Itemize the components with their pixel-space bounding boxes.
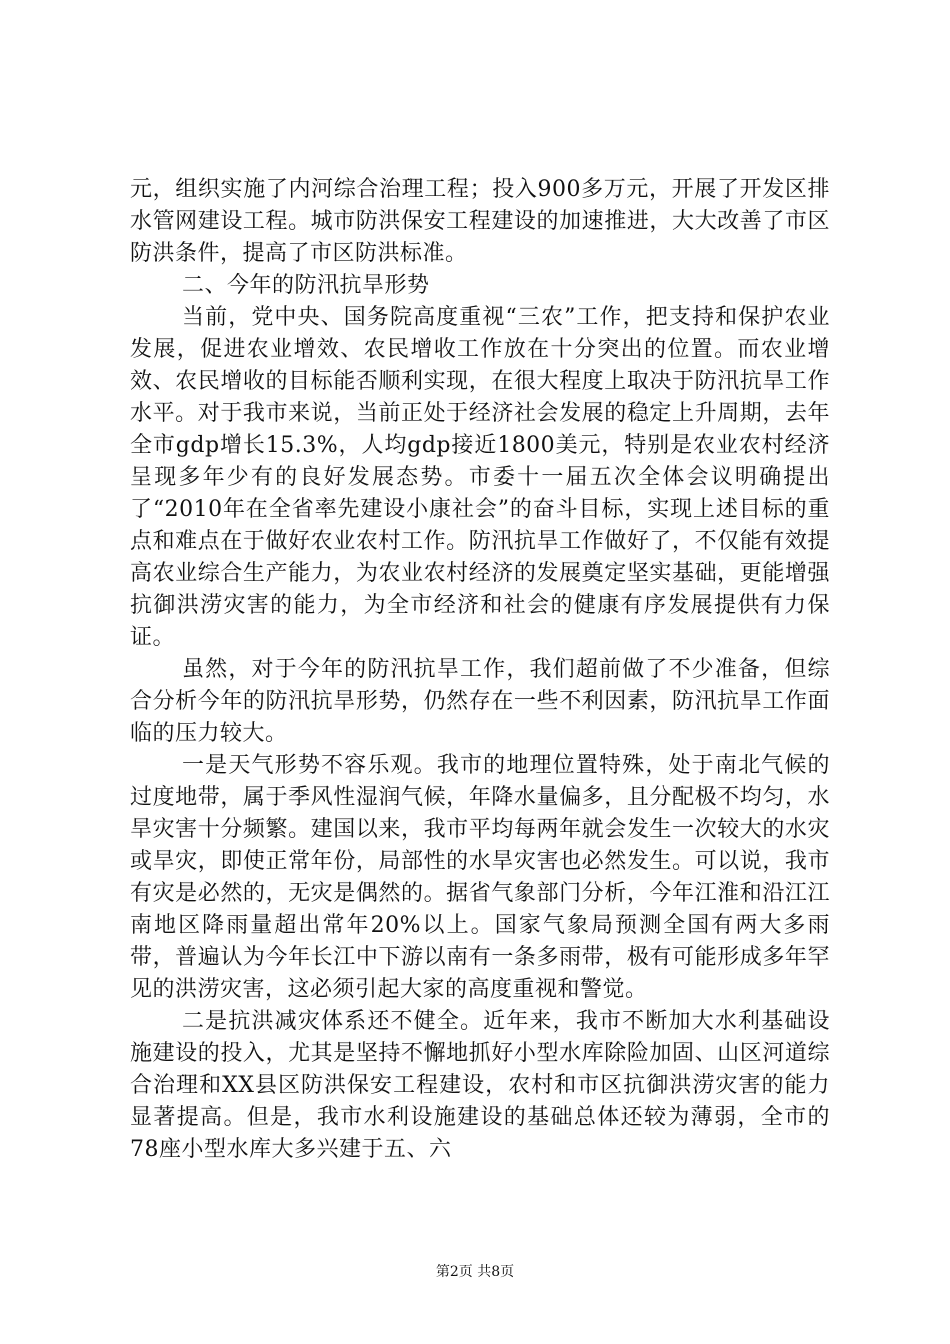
paragraph: 二是抗洪减灾体系还不健全。近年来，我市不断加大水利基础设施建设的投入，尤其是坚持不懈地抓好小型水库除险加固、山区河道综合治理和XX县区防洪保安工程建设，农村和市区抗御洪涝灾害的能力显著提高。但是，我市水利设施建设的基础总体还较为薄弱，全市的78座小型水库大多兴建于五、六 (130, 1009, 830, 1162)
paragraph: 虽然，对于今年的防汛抗旱工作，我们超前做了不少准备，但综合分析今年的防汛抗旱形势，仍然存在一些不利因素，防汛抗旱工作面临的压力较大。 (130, 657, 830, 746)
document-body (130, 174, 830, 1166)
paragraph-continuation: 元，组织实施了内河综合治理工程；投入900多万元，开展了开发区排水管网建设工程。城市防洪保安工程建设的加速推进，大大改善了市区防洪条件，提高了市区防洪标准。 (130, 177, 830, 266)
paragraph: 当前，党中央、国务院高度重视“三农”工作，把支持和保护农业发展，促进农业增效、农民增收工作放在十分突出的位置。而农业增效、农民增收的目标能否顺利实现，在很大程度上取决于防汛抗旱工作水平。对于我市来说，当前正处于经济社会发展的稳定上升周期，去年全市gdp增长15.3%，人均gdp接近1800美元，特别是农业农村经济呈现多年少有的良好发展态势。市委十一届五次全体会议明确提出了“2010年在全省率先建设小康社会”的奋斗目标，实现上述目标的重点和难点在于做好农业农村工作。防汛抗旱工作做好了，不仅能有效提高农业综合生产能力，为农业农村经济的发展奠定坚实基础，更能增强抗御洪涝灾害的能力，为全市经济和社会的健康有序发展提供有力保证。 (130, 305, 830, 650)
paragraph: 一是天气形势不容乐观。我市的地理位置特殊，处于南北气候的过度地带，属于季风性湿润气候，年降水量偏多，且分配极不均匀，水旱灾害十分频繁。建国以来，我市平均每两年就会发生一次较大的水灾或旱灾，即使正常年份，局部性的水旱灾害也必然发生。可以说，我市有灾是必然的，无灾是偶然的。据省气象部门分析，今年江淮和沿江江南地区降雨量超出常年20%以上。国家气象局预测全国有两大多雨带，普遍认为今年长江中下游以南有一条多雨带，极有可能形成多年罕见的洪涝灾害，这必须引起大家的高度重视和警觉。 (130, 753, 830, 1002)
section-heading: 二、今年的防汛抗旱形势 (182, 273, 430, 298)
page-footer: 第2页 共8页 (435, 1264, 515, 1280)
